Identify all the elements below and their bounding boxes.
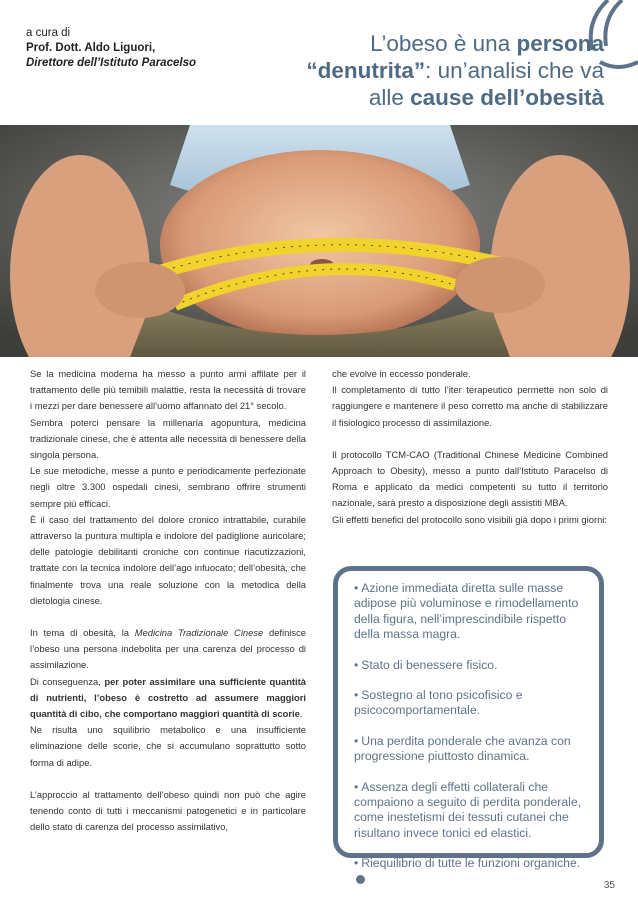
- left-paragraph: Ne risulta uno squilibrio metabolico e una insufficiente eliminazione delle scorie, che si accumulano soprattutto sotto forma di adipe.: [30, 724, 306, 768]
- author-name: Prof. Dott. Aldo Liguori,: [26, 42, 156, 54]
- article-title: [234, 30, 604, 111]
- belly-measuring-illustration: [0, 125, 638, 357]
- title-line3-a: alle: [368, 85, 411, 110]
- left-paragraph: Le sue metodiche, messe a punto e periodicamente perfezionate negli oltre 3.300 ospedali cinesi, sembrano offrire strumenti sempre più efficaci.: [30, 465, 306, 509]
- title-line3-b: cause dell’obesità: [410, 85, 604, 110]
- right-paragraph: Gli effetti benefici del protocollo sono visibili già dopo i primi giorni:: [332, 513, 607, 525]
- author-role: Direttore dell’Istituto Paracelso: [26, 57, 196, 69]
- bullet-icon: •: [354, 657, 359, 672]
- right-column: [332, 366, 608, 528]
- left-column: [30, 366, 306, 835]
- benefits-box: [333, 566, 604, 871]
- title-line1-b: persona: [516, 31, 604, 56]
- end-dot-icon: [356, 875, 365, 884]
- title-line2-a: “denutrita”: [306, 58, 426, 83]
- left-paragraph: Se la medicina moderna ha messo a punto armi affilate per il trattamento delle più temibili malattie, resta la necessità di trovare i mezzi per dare benessere all’uomo affannato del 21° secolo.: [30, 368, 306, 412]
- benefits-list: [338, 571, 599, 887]
- benefit-text: Azione immediata diretta sulle masse adipose più voluminose e rimodellamento della figura, nell’imprescindibile rispetto della massa magra.: [354, 581, 579, 642]
- right-paragraph: che evolve in eccesso ponderale.: [332, 368, 471, 379]
- author-prefix: a cura di: [26, 27, 71, 39]
- left-paragraph: È il caso del trattamento del dolore cronico intrattabile, curabile attraverso la puntura multipla e indolore del padiglione auricolare; delle patologie debilitanti croniche con continue riacutizzazioni, trattate con la tecnica indolore dell’ago infuocato; dell’obesità, che finalmente trova una reale soluzione con la metodica della dietologia cinese.: [30, 513, 306, 606]
- benefit-item: [354, 780, 585, 842]
- benefit-text: Riequilibrio di tutte le funzioni organiche.: [361, 856, 581, 871]
- page-number: 35: [603, 880, 615, 891]
- title-line1-a: L’obeso è una: [370, 31, 517, 56]
- left-paragraph: Di conseguenza, per poter assimilare una sufficiente quantità di nutrienti, l’obeso è costretto ad assumere maggiori quantità di cibo, che comportano maggiori quantità di scorie.: [30, 675, 306, 720]
- benefit-item: [354, 856, 585, 887]
- benefit-item: [354, 658, 585, 673]
- right-paragraph: Il completamento di tutto l’iter terapeutico permette non solo di raggiungere e mantenere il peso corretto ma anche di stabilizzare il fisiologico processo di assimilazione.: [332, 384, 608, 428]
- bullet-icon: •: [354, 856, 359, 871]
- benefit-item: [354, 581, 585, 643]
- right-paragraph: Il protocollo TCM-CAO (Traditional Chinese Medicine Combined Approach to Obesity), messo a punto dall’Istituto Paracelso di Roma e applicato da medici competenti su tutto il territorio nazionale, sarà presto a disposizione degli assistiti MBA.: [332, 448, 608, 509]
- bullet-icon: •: [354, 779, 359, 794]
- left-paragraph: Sembra poterci pensare la millenaria agopuntura, medicina tradizionale cinese, che è attenta alle necessità di benessere della singola persona.: [30, 416, 306, 461]
- bullet-icon: •: [354, 581, 359, 595]
- benefit-item: [354, 734, 585, 765]
- bullet-icon: •: [354, 688, 359, 703]
- bullet-icon: •: [354, 733, 359, 748]
- author-block: [26, 26, 196, 71]
- benefit-text: Assenza degli effetti collaterali che compaiono a seguito di perdita ponderale, come inestetismi dei tessuti cutanei che risultano invece tonici ed elastici.: [354, 779, 581, 840]
- benefit-item: [354, 688, 585, 719]
- benefit-text: Sostegno al tono psicofisico e psicocomportamentale.: [354, 688, 523, 718]
- left-paragraph: L’approccio al trattamento dell’obeso quindi non può che agire tenendo conto di tutti i meccanismi patogenetici e in particolare dello stato di carenza del processo assimilativo,: [30, 788, 306, 833]
- benefit-text: Una perdita ponderale che avanza con progressione piuttosto dinamica.: [354, 733, 571, 764]
- left-paragraph: In tema di obesità, la Medicina Tradizionale Cinese definisce l’obeso una persona indebolita per una carenza del processo di assimilazione.: [30, 627, 306, 671]
- article-photo: [0, 125, 638, 357]
- benefit-text: Stato di benessere fisico.: [361, 657, 498, 672]
- title-line2-b: : un’analisi che va: [425, 58, 604, 83]
